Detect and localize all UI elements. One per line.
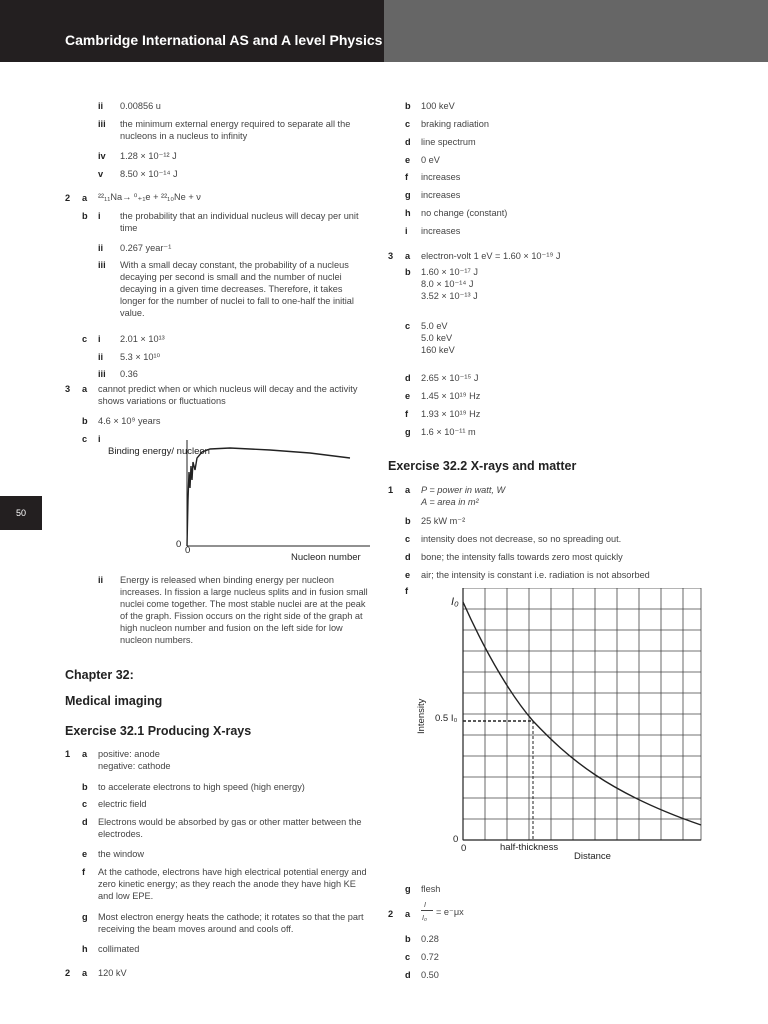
answer-text: P = power in watt, W A = area in m² — [421, 485, 506, 507]
answer-text: bone; the intensity falls towards zero most quickly — [421, 552, 623, 562]
answer-text: collimated — [98, 944, 140, 954]
answer-text: With a small decay constant, the probability of a nucleus decaying per second is small and the number of nuclei decaying in a given time decreases. Therefore, it takes longer for the number of nuclei to fall to one-half the initial value. — [120, 260, 354, 318]
answer-text: 1.93 × 10¹⁹ Hz — [421, 409, 481, 419]
answer-text: Electrons would be absorbed by gas or other matter between the electrodes. — [98, 817, 362, 839]
graph-origin-x: 0 — [185, 545, 191, 556]
label: a — [82, 384, 88, 394]
answer-text: 1.45 × 10¹⁹ Hz — [421, 391, 481, 401]
label: d — [82, 817, 88, 827]
answer-text: air; the intensity is constant i.e. radiation is not absorbed — [421, 570, 650, 580]
answer-text: braking radiation — [421, 119, 489, 129]
label: iv — [98, 151, 106, 161]
graph-y-label: Binding energy/ nucleon — [108, 446, 210, 457]
label: h — [82, 944, 88, 954]
answer-text: 0.36 — [120, 369, 138, 379]
label: g — [405, 884, 411, 894]
intensity-graph — [458, 588, 708, 846]
origin-x: 0 — [461, 843, 467, 854]
label: b — [82, 782, 88, 792]
label: g — [405, 190, 411, 200]
answer-text: line spectrum — [421, 137, 476, 147]
label: g — [82, 912, 88, 922]
label: h — [405, 208, 411, 218]
label: c — [405, 119, 411, 129]
label: d — [405, 970, 411, 980]
label: c — [405, 952, 411, 962]
answer-text: 25 kW m⁻² — [421, 516, 466, 526]
chapter-heading: Chapter 32: — [65, 668, 134, 682]
label: d — [405, 552, 411, 562]
label: i — [98, 334, 101, 344]
answer-text: 0.72 — [421, 952, 439, 962]
answer-text: 8.50 × 10⁻¹⁴ J — [120, 169, 178, 179]
answer-text: cannot predict when or which nucleus will decay and the activity shows variations or fluctuations — [98, 384, 358, 406]
question-number: 2 — [388, 909, 394, 919]
answer-text: electric field — [98, 799, 147, 809]
answer-text: increases — [421, 172, 461, 182]
origin-y: 0 — [453, 834, 459, 845]
label: i — [98, 211, 101, 221]
label: ii — [98, 352, 104, 362]
label: a — [405, 909, 411, 919]
y-axis-label: Intensity — [416, 698, 427, 734]
label: a — [405, 251, 411, 261]
answer-text: 5.0 eV 5.0 keV 160 keV — [421, 321, 455, 355]
answer-text: the probability that an individual nucleus will decay per unit time — [120, 211, 359, 233]
label: g — [405, 427, 411, 437]
label: c — [82, 334, 88, 344]
label: f — [82, 867, 86, 877]
label: b — [82, 211, 88, 221]
answer-text: 0.267 year⁻¹ — [120, 243, 172, 253]
binding-energy-graph — [170, 440, 370, 560]
answer-text: the minimum external energy required to separate all the nucleons in a nucleus to infinity — [120, 119, 351, 141]
label: iii — [98, 119, 106, 129]
answer-text: increases — [421, 190, 461, 200]
graph-origin: 0 — [176, 539, 182, 550]
header-bar-right — [384, 0, 768, 62]
label: e — [405, 391, 411, 401]
answer-text: no change (constant) — [421, 208, 508, 218]
label: a — [405, 485, 411, 495]
answer-text: positive: anode negative: cathode — [98, 749, 171, 771]
label: ii — [98, 575, 104, 585]
answer-text: 2.01 × 10¹³ — [120, 334, 165, 344]
label: iii — [98, 369, 106, 379]
label: d — [405, 137, 411, 147]
label: b — [405, 934, 411, 944]
x-axis-label: Distance — [574, 851, 611, 862]
answer-text: 120 kV — [98, 968, 127, 978]
answer-text: Most electron energy heats the cathode; it rotates so that the part receiving the beam moves around and cools off. — [98, 912, 364, 934]
answer-text: 2.65 × 10⁻¹⁵ J — [421, 373, 479, 383]
answer-text: intensity does not decrease, so no spreading out. — [421, 534, 622, 544]
label: f — [405, 409, 409, 419]
i0-label: I₀ — [451, 596, 459, 608]
label: f — [405, 586, 409, 596]
label: iii — [98, 260, 106, 270]
graph-x-label: Nucleon number — [291, 552, 361, 563]
answer-text: 100 keV — [421, 101, 455, 111]
fraction-numerator: I — [424, 902, 426, 909]
answer-text: the window — [98, 849, 144, 859]
intensity-curve — [463, 602, 701, 825]
label: a — [82, 193, 88, 203]
half-thickness-label: half-thickness — [500, 842, 559, 853]
answer-text: 4.6 × 10⁹ years — [98, 416, 161, 426]
fraction-denominator: I₀ — [422, 915, 427, 922]
half-intensity-label: 0.5 I₀ — [435, 713, 458, 724]
answer-text: to accelerate electrons to high speed (high energy) — [98, 782, 305, 792]
answer-text: electron-volt 1 eV = 1.60 × 10⁻¹⁹ J — [421, 251, 561, 261]
fraction-bar — [421, 910, 433, 911]
chapter-title: Medical imaging — [65, 694, 163, 708]
label: d — [405, 373, 411, 383]
answer-text: increases — [421, 226, 461, 236]
label: b — [405, 267, 411, 277]
answer-text: 0.00856 u — [120, 101, 161, 111]
answer-text: 0 eV — [421, 155, 440, 165]
exercise-heading: Exercise 32.2 X-rays and matter — [388, 459, 577, 473]
label: a — [82, 968, 88, 978]
nuclear-equation: ²²₁₁Na→ ⁰₊₁e + ²²₁₀Ne + ν — [98, 192, 201, 202]
answer-text: 0.50 — [421, 970, 439, 980]
label: e — [405, 155, 411, 165]
label: i — [98, 434, 101, 444]
graph-grid — [463, 588, 701, 840]
question-number: 1 — [65, 749, 71, 759]
page-number: 50 — [0, 496, 42, 530]
answer-text: 1.28 × 10⁻¹² J — [120, 151, 177, 161]
label: b — [405, 516, 411, 526]
label: f — [405, 172, 409, 182]
label: c — [405, 534, 411, 544]
answer-text: flesh — [421, 884, 441, 894]
book-title: Cambridge International AS and A level Physics — [65, 32, 383, 48]
question-number: 3 — [388, 251, 394, 261]
question-number: 2 — [65, 968, 71, 978]
label: c — [82, 799, 88, 809]
answer-text: 1.60 × 10⁻¹⁷ J 8.0 × 10⁻¹⁴ J 3.52 × 10⁻¹³ J — [421, 267, 478, 301]
answer-text: Energy is released when binding energy per nucleon increases. In fission a large nucleus splits and in fusion small nuclei come together. The most stable nuclei are at the peak of the graph. Fission occurs on the right side of the graph at high nucleon number and fusion on the left side for low nucleon numbers. — [120, 575, 368, 645]
label: v — [98, 169, 104, 179]
label: b — [405, 101, 411, 111]
header-bar — [0, 0, 384, 62]
question-number: 3 — [65, 384, 71, 394]
label: e — [82, 849, 88, 859]
question-number: 2 — [65, 193, 71, 203]
label: ii — [98, 243, 104, 253]
answer-text: At the cathode, electrons have high electrical potential energy and zero kinetic energy; as they reach the anode they have high KE and low EPE. — [98, 867, 367, 901]
answer-text: 0.28 — [421, 934, 439, 944]
label: ii — [98, 101, 104, 111]
label: i — [405, 226, 408, 236]
label: c — [82, 434, 88, 444]
answer-text: 1.6 × 10⁻¹¹ m — [421, 427, 476, 437]
label: e — [405, 570, 411, 580]
answer-text: 5.3 × 10¹⁰ — [120, 352, 161, 362]
label: a — [82, 749, 88, 759]
label: b — [82, 416, 88, 426]
binding-energy-curve — [187, 448, 350, 546]
question-number: 1 — [388, 485, 394, 495]
answer-text: = e⁻μx — [436, 907, 464, 917]
exercise-heading: Exercise 32.1 Producing X-rays — [65, 724, 252, 738]
label: c — [405, 321, 411, 331]
